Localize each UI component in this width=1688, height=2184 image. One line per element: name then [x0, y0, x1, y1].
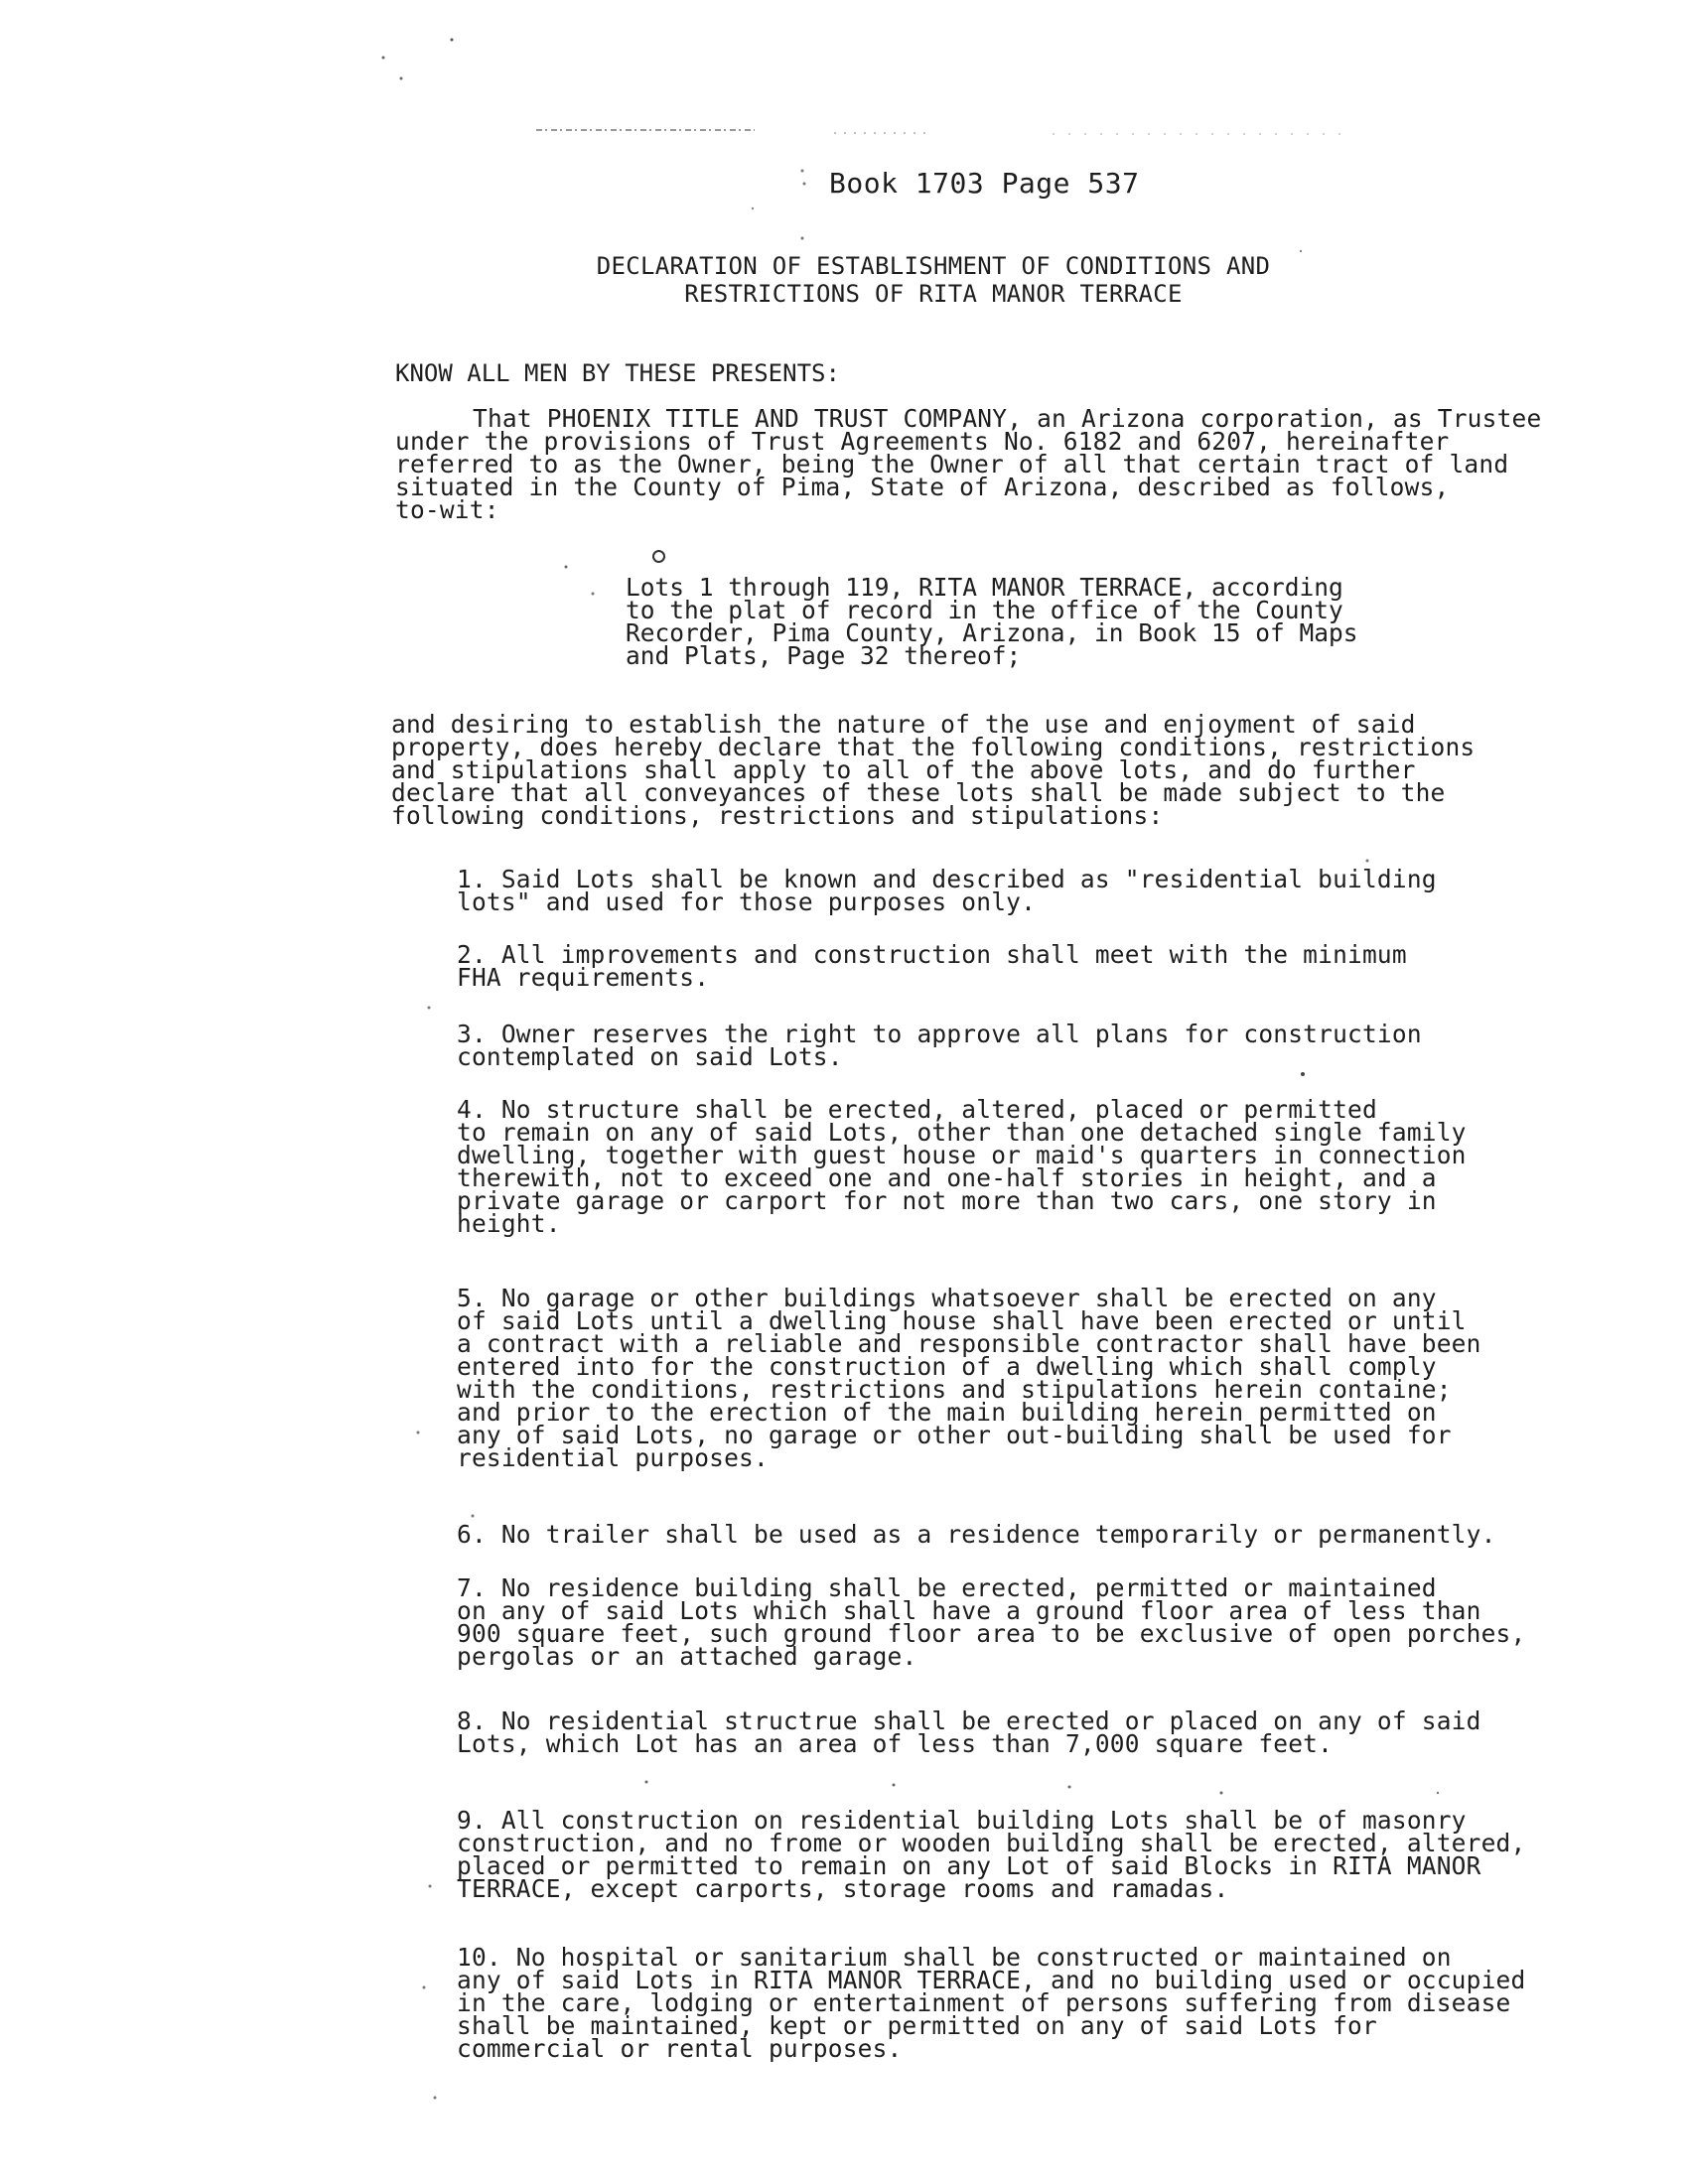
condition-line: dwelling, together with guest house or maid's quarters in connection — [457, 1141, 1467, 1169]
intro-line: to-wit: — [395, 495, 499, 524]
intro-line: situated in the County of Pima, State of Arizona, described as follows, — [395, 473, 1450, 501]
lot-description-line: and Plats, Page 32 thereof; — [626, 641, 1022, 670]
condition-item-10 — [457, 1943, 1526, 2063]
desire-line: and stipulations shall apply to all of the above lots, and do further — [391, 755, 1416, 784]
condition-line: 2. All improvements and construction shall meet with the minimum — [457, 940, 1407, 969]
condition-line: Lots, which Lot has an area of less than 7,000 square feet. — [457, 1729, 1334, 1758]
condition-line: private garage or carport for not more than two cars, one story in — [457, 1186, 1437, 1215]
condition-line: lots" and used for those purposes only. — [457, 887, 1037, 916]
desire-line: declare that all conveyances of these lots shall be made subject to the — [391, 778, 1446, 807]
condition-line: 1. Said Lots shall be known and described as "residential building — [457, 865, 1437, 893]
title-line-2: RESTRICTIONS OF RITA MANOR TERRACE — [684, 280, 1183, 308]
condition-line: on any of said Lots which shall have a ground floor area of less than — [457, 1596, 1481, 1625]
book-page-reference: Book 1703 Page 537 — [829, 167, 1140, 200]
condition-line: any of said Lots, no garage or other out-building shall be used for — [457, 1421, 1452, 1449]
opening-phrase: KNOW ALL MEN BY THESE PRESENTS: — [395, 359, 840, 387]
lot-description-line: to the plat of record in the office of the County — [626, 596, 1343, 624]
condition-line: FHA requirements. — [457, 963, 710, 992]
condition-line: in the care, lodging or entertainment of persons suffering from disease — [457, 1988, 1511, 2017]
condition-line: 9. All construction on residential building Lots shall be of masonry — [457, 1806, 1467, 1835]
condition-line: contemplated on said Lots. — [457, 1042, 843, 1071]
condition-line: height. — [457, 1209, 561, 1238]
desire-line: following conditions, restrictions and stipulations: — [391, 801, 1164, 830]
desire-line: and desiring to establish the nature of the use and enjoyment of said — [391, 710, 1416, 739]
condition-line: 8. No residential structrue shall be erected or placed on any of said — [457, 1706, 1481, 1735]
condition-item-6 — [457, 1520, 1496, 1549]
condition-line: 5. No garage or other buildings whatsoever shall be erected on any — [457, 1284, 1437, 1312]
condition-line: 4. No structure shall be erected, altered, placed or permitted — [457, 1095, 1377, 1124]
title-line-1: DECLARATION OF ESTABLISHMENT OF CONDITIONS AND — [596, 252, 1271, 280]
condition-line: a contract with a reliable and responsible contractor shall have been — [457, 1329, 1481, 1358]
condition-item-1 — [457, 865, 1437, 916]
condition-line: commercial or rental purposes. — [457, 2034, 903, 2063]
condition-line: 900 square feet, such ground floor area to be exclusive of open porches, — [457, 1619, 1526, 1648]
condition-line: pergolas or an attached garage. — [457, 1642, 917, 1671]
condition-line: and prior to the erection of the main building herein permitted on — [457, 1398, 1437, 1427]
document-title — [556, 252, 1311, 308]
condition-line: 10. No hospital or sanitarium shall be constructed or maintained on — [457, 1943, 1452, 1972]
condition-line: with the conditions, restrictions and stipulations herein containe; — [457, 1375, 1452, 1404]
condition-item-7 — [457, 1573, 1526, 1671]
intro-line: under the provisions of Trust Agreements No. 6182 and 6207, hereinafter — [395, 427, 1450, 456]
condition-item-3 — [457, 1020, 1422, 1071]
condition-line: any of said Lots in RITA MANOR TERRACE, and no building used or occupied — [457, 1966, 1526, 1994]
condition-item-9 — [457, 1806, 1526, 1903]
desire-line: property, does hereby declare that the following conditions, restrictions — [391, 733, 1476, 761]
condition-line: of said Lots until a dwelling house shall have been erected or until — [457, 1306, 1467, 1335]
condition-item-8 — [457, 1706, 1481, 1758]
condition-item-2 — [457, 940, 1407, 992]
condition-line: placed or permitted to remain on any Lot of said Blocks in RITA MANOR — [457, 1851, 1481, 1880]
condition-line: residential purposes. — [457, 1443, 769, 1472]
condition-line: to remain on any of said Lots, other than one detached single family — [457, 1118, 1467, 1147]
lot-description-line: Recorder, Pima County, Arizona, in Book 15 of Maps — [626, 618, 1358, 647]
condition-line: therewith, not to exceed one and one-half stories in height, and a — [457, 1163, 1437, 1192]
condition-line: shall be maintained, kept or permitted on any of said Lots for — [457, 2011, 1377, 2040]
condition-item-4 — [457, 1095, 1467, 1238]
lot-description — [626, 573, 1358, 670]
condition-line: construction, and no frome or wooden building shall be erected, altered, — [457, 1829, 1526, 1857]
condition-line: 7. No residence building shall be erected, permitted or maintained — [457, 1573, 1437, 1602]
intro-line: That PHOENIX TITLE AND TRUST COMPANY, an Arizona corporation, as Trustee — [473, 404, 1542, 433]
circle-mark — [652, 550, 665, 563]
lot-description-line: Lots 1 through 119, RITA MANOR TERRACE, according — [626, 573, 1343, 602]
intro-line: referred to as the Owner, being the Owner of all that certain tract of land — [395, 450, 1509, 478]
condition-line: TERRACE, except carports, storage rooms and ramadas. — [457, 1874, 1229, 1903]
intro-paragraph — [395, 404, 1542, 524]
condition-line: entered into for the construction of a dwelling which shall comply — [457, 1352, 1437, 1381]
condition-line: 3. Owner reserves the right to approve all plans for construction — [457, 1020, 1422, 1048]
condition-line: 6. No trailer shall be used as a residence temporarily or permanently. — [457, 1520, 1496, 1549]
desire-paragraph — [391, 710, 1476, 830]
condition-item-5 — [457, 1284, 1481, 1472]
